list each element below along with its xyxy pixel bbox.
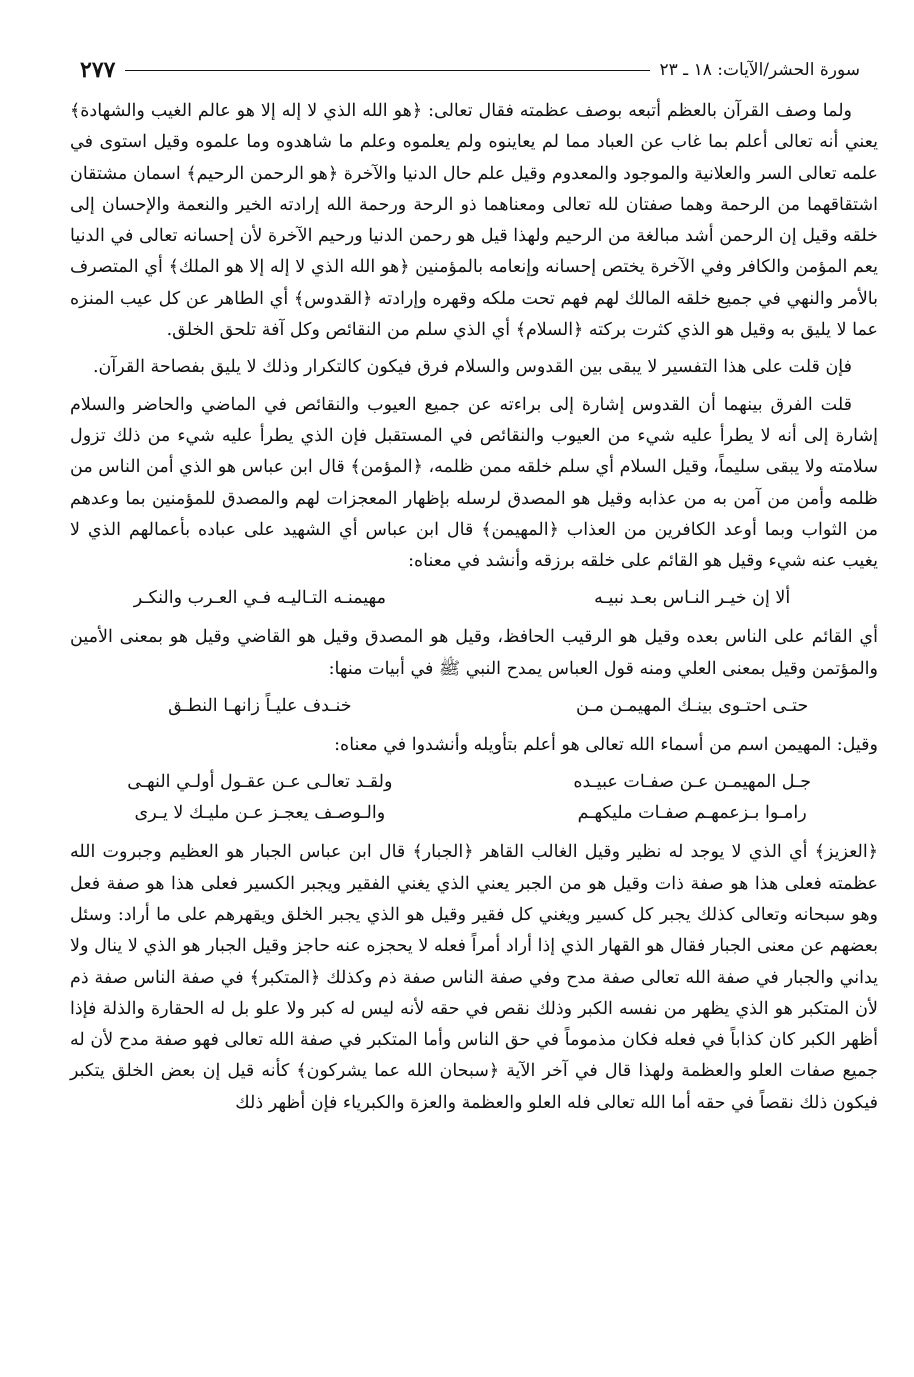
verse-hemistich-left: مهيمنـه التـاليـه فـي العـرب والنكـر [133,588,386,609]
verse-line [70,583,878,614]
verse-hemistich-left: ولقـد تعالـى عـن عقـول أولـي النهـى [127,772,393,793]
verse-line [70,767,878,798]
paragraph: وقيل: المهيمن اسم من أسماء الله تعالى هو أعلم بتأويله وأنشدوا في معناه: [334,735,878,756]
verse-hemistich-left: والـوصـف يعجـز عـن مليـك لا يـرى [134,803,386,824]
verse-hemistich-right: رامـوا بـزعمهـم صفـات مليكهـم [577,803,807,824]
paragraph: أي القائم على الناس بعده وقيل هو الرقيب الحافظ، وقيل هو المصدق وقيل هو القاضي وقيل هو بمعنى الأمين والمؤتمن وقيل بمعنى العلي ومنه قول العباس يمدح النبي ﷺ في أبيات منها: [70,627,878,679]
verse-hemistich-right: ألا إن خيـر النـاس بعـد نبيـه [594,588,791,609]
paragraph: قلت الفرق بينهما أن القدوس إشارة إلى براءته عن جميع العيوب والنقائص في الماضي والحاضر والسلام إشارة إلى أنه لا يطرأ عليه شيء من العيوب والنقائص في المستقبل فإن الذي يطرأ عليه شيء من ذلك تزول سلامته ولا يبقى سليماً، وقيل السلام أي سلم خلقه ممن ظلمه، ﴿المؤمن﴾ قال ابن عباس هو الذي أمن الناس من ظلمه وأمن من آمن به من عذابه وقيل هو المصدق لرسله بإظهار المعجزات لهم والمصدق للمؤمنين بما وعدهم من الثواب وبما أوعد الكافرين من العذاب ﴿المهيمن﴾ قال ابن عباس أي الشهيد على عباده بأعمالهم الذي لا يغيب عنه شيء وقيل هو القائم على خلقه برزقه وأنشد في معناه: [70,394,878,572]
verse-hemistich-right: حتـى احتـوى بينـك المهيمـن مـن [576,696,809,717]
verse-block [70,583,878,614]
verse-block [70,691,878,722]
running-title: سورة الحشر/الآيات: ١٨ ـ ٢٣ [659,60,860,80]
verse-block [70,767,878,829]
verse-hemistich-right: جـل المهيمـن عـن صفـات عبيـده [573,772,812,793]
page-number: ٢٧٧ [80,57,116,83]
header-rule [125,70,649,71]
verse-hemistich-left: خنـدف عليـاً زانهـا النطـق [168,696,352,717]
paragraph: فإن قلت على هذا التفسير لا يبقى بين القدوس والسلام فرق فيكون كالتكرار وذلك لا يليق بفصاحة القرآن. [92,357,852,378]
page-body [70,96,878,1125]
page-header [80,50,860,90]
paragraph: ﴿العزيز﴾ أي الذي لا يوجد له نظير وقيل الغالب القاهر ﴿الجبار﴾ قال ابن عباس الجبار هو العظيم وجبروت الله عظمته فعلى هذا هو صفة ذات وقيل هو من الجبر يعني الذي يغني الفقير ويجبر الكسير فعلى هذا هو صفة فعل وهو سبحانه وتعالى كذلك يجبر كل كسير ويغني كل فقير وقيل هو الذي يجبر الخلق ويقهرهم على ما أراد: وسئل بعضهم عن معنى الجبار فقال هو القهار الذي إذا أراد أمراً فعله لا يحجزه عنه حاجز وقيل الجبار هو الذي لا ينال ولا يداني والجبار في صفة الله تعالى صفة مدح وفي صفة الناس صفة ذم وكذلك ﴿المتكبر﴾ في صفة الناس صفة ذم لأن المتكبر هو الذي يظهر من نفسه الكبر وذلك نقص في حقه لأنه ليس له كبر ولا علو بل له الحقارة والذلة فإذا أظهر الكبر كان كذاباً في فعله فكان مذموماً في حق الناس وأما المتكبر في صفة الله تعالى فهو صفة مدح لأن له جميع صفات العلو والعظمة ولهذا قال في آخر الآية ﴿سبحان الله عما يشركون﴾ كأنه قيل إن بعض الخلق يتكبر فيكون ذلك نقصاً في حقه أما الله تعالى فله العلو والعظمة والعزة والكبرياء فإن أظهر ذلك [70,842,878,1113]
verse-line [70,798,878,829]
verse-line [70,691,878,722]
paragraph: ولما وصف القرآن بالعظم أتبعه بوصف عظمته فقال تعالى: ﴿هو الله الذي لا إله إلا هو عالم الغيب والشهادة﴾ يعني أنه تعالى أعلم بما غاب عن العباد مما لم يعاينوه ولم يعلموه وعلم ما شاهدوه وما علموه وقيل استوى في علمه تعالى السر والعلانية والموجود والمعدوم وقيل علم حال الدنيا والآخرة ﴿هو الرحمن الرحيم﴾ اسمان مشتقان اشتقاقهما من الرحمة وهما صفتان لله تعالى ومعناهما ذو الرحة ورحمة الله إرادته الخير والنعمة والإحسان إلى خلقه وقيل إن الرحمن أشد مبالغة من الرحيم ولهذا قيل هو رحمن الدنيا ورحيم الآخرة لأن إحسانه تعالى في الدنيا يعم المؤمن والكافر وفي الآخرة يختص إحسانه وإنعامه بالمؤمنين ﴿هو الله الذي لا إله إلا هو الملك﴾ أي المتصرف بالأمر والنهي في جميع خلقه المالك لهم فهم تحت ملكه وقهره وإرادته ﴿القدوس﴾ أي الطاهر عن كل عيب المنزه عما لا يليق به وقيل هو الذي كثرت بركته ﴿السلام﴾ أي الذي سلم من النقائص وكل آفة تلحق الخلق. [70,101,878,341]
